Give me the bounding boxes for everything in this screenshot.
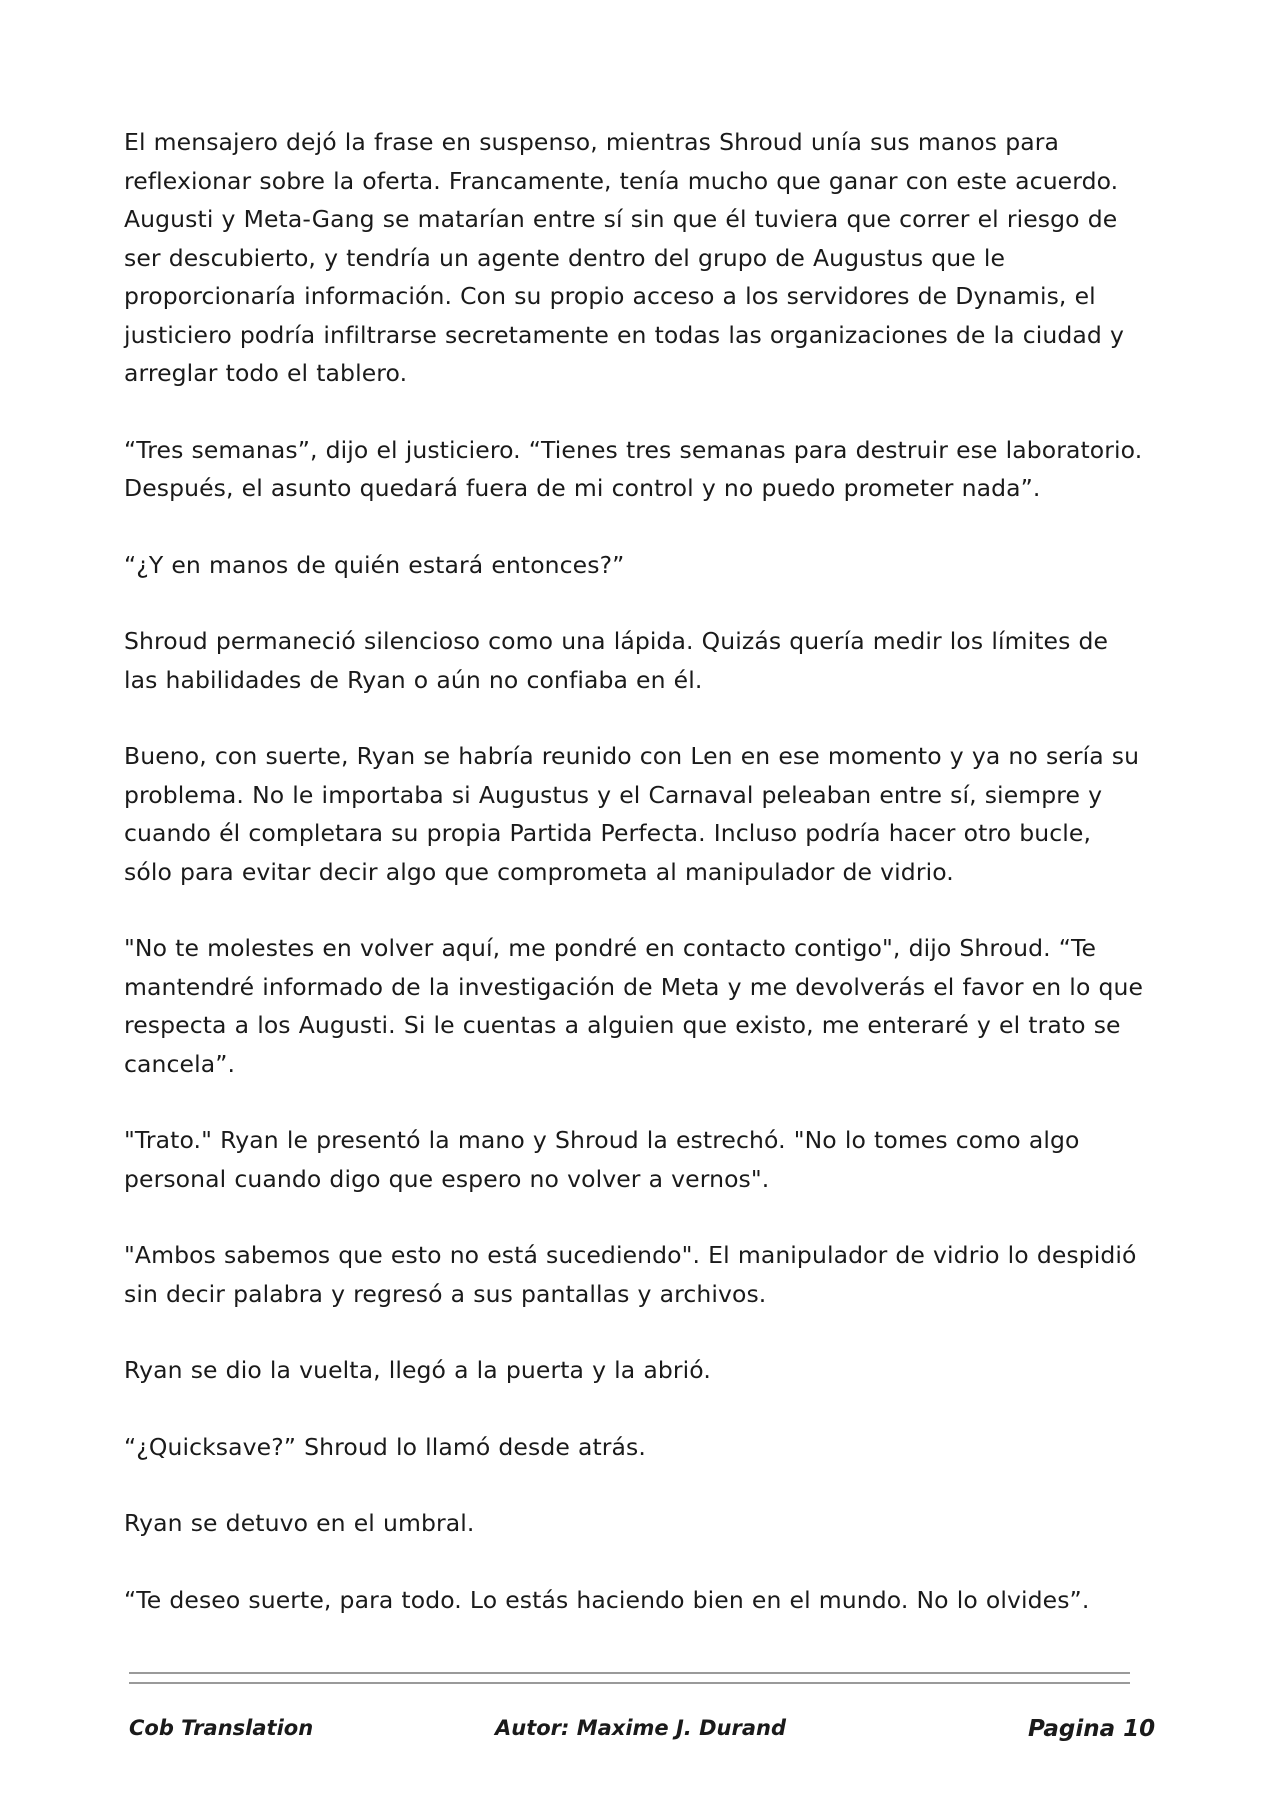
footer-translator: Cob Translation (129, 1716, 314, 1740)
paragraph: Shroud permaneció silencioso como una lápida. Quizás quería medir los límites de las habilidades de Ryan o aún no confiaba en él. (124, 627, 1109, 694)
paragraph: Bueno, con suerte, Ryan se habría reunido con Len en ese momento y ya no sería su problema. No le importaba si Augustus y el Carnaval peleaban entre sí, siempre y cuando él completara su propia Partida Perfecta. Incluso podría hacer otro bucle, sólo para evitar decir algo que comprometa al manipulador de vidrio. (124, 742, 1140, 886)
paragraph: Ryan se dio la vuelta, llegó a la puerta y la abrió. (124, 1356, 711, 1384)
paragraph: "No te molestes en volver aquí, me pondré en contacto contigo", dijo Shroud. “Te mantendré informado de la investigación de Meta y me devolverás el favor en lo que respecta a los Augusti. Si le cuentas a alguien que existo, me enteraré y el trato se cancela”. (124, 934, 1144, 1078)
paragraph: El mensajero dejó la frase en suspenso, mientras Shroud unía sus manos para reflexionar sobre la oferta. Francamente, tenía mucho que ganar con este acuerdo. Augusti y Meta-Gang se matarían entre sí sin que él tuviera que correr el riesgo de ser descubierto, y tendría un agente dentro del grupo de Augustus que le proporcionaría información. Con su propio acceso a los servidores de Dynamis, el justiciero podría infiltrarse secretamente en todas las organizaciones de la ciudad y arreglar todo el tablero. (124, 128, 1124, 387)
footer-author: Autor: Maxime J. Durand (495, 1716, 786, 1740)
paragraph: “¿Quicksave?” Shroud lo llamó desde atrás. (124, 1432, 646, 1461)
paragraph: "Ambos sabemos que esto no está sucediendo". El manipulador de vidrio lo despidió sin decir palabra y regresó a sus pantallas y archivos. (124, 1241, 1137, 1308)
page-footer (0, 1716, 1280, 1746)
paragraph: “Te deseo suerte, para todo. Lo estás haciendo bien en el mundo. No lo olvides”. (124, 1585, 1090, 1614)
paragraph: "Trato." Ryan le presentó la mano y Shroud la estrechó. "No lo tomes como algo personal cuando digo que espero no volver a vernos". (124, 1126, 1080, 1193)
paragraph: Ryan se detuvo en el umbral. (124, 1509, 475, 1537)
footer-page-number: Pagina 10 (1028, 1716, 1156, 1742)
paragraph: “¿Y en manos de quién estará entonces?” (124, 550, 625, 579)
footer-divider-top (129, 1672, 1130, 1674)
footer-divider-bottom (129, 1682, 1130, 1684)
body-text (124, 123, 1144, 1657)
paragraph: “Tres semanas”, dijo el justiciero. “Tienes tres semanas para destruir ese laboratorio. Después, el asunto quedará fuera de mi control y no puedo prometer nada”. (124, 435, 1143, 502)
